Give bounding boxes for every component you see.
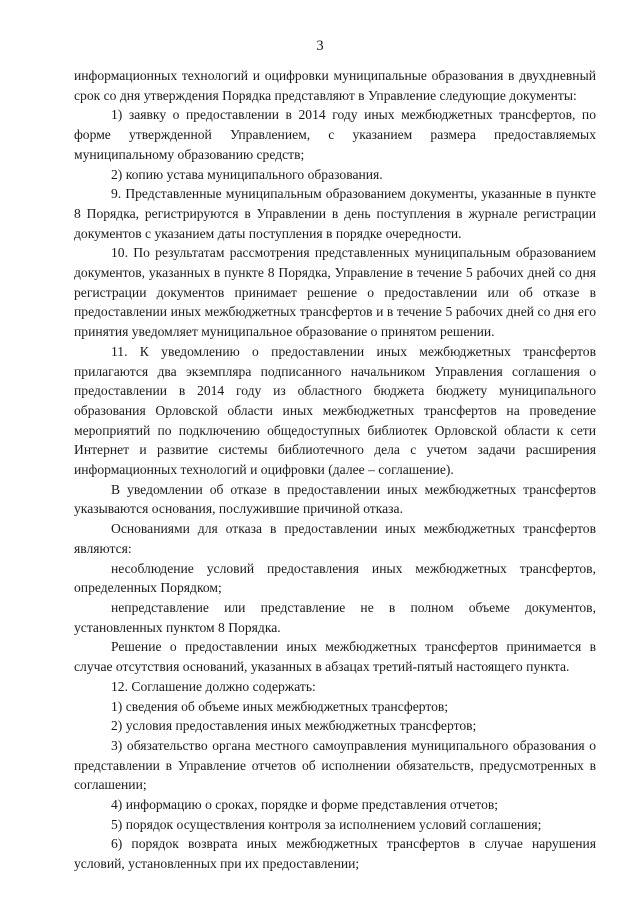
paragraph: информационных технологий и оцифровки муниципальные образования в двухдневный срок со дня утверждения Порядка представляют в Управление следующие документы: (74, 68, 596, 103)
paragraph: 3) обязательство органа местного самоуправления муниципального образования о представлении в Управление отчетов об исполнении обязательств, предусмотренных в соглашении; (74, 737, 596, 793)
paragraph: 9. Представленные муниципальным образованием документы, указанные в пункте 8 Порядка, регистрируются в Управлении в день поступления в журнале регистрации документов с указанием даты поступления в порядке очередности. (74, 186, 596, 241)
paragraph: 6) порядок возврата иных межбюджетных трансфертов в случае нарушения условий, установленных при их предоставлении; (74, 836, 596, 872)
paragraph: Решение о предоставлении иных межбюджетных трансфертов принимается в случае отсутствия оснований, указанных в абзацах третий-пятый настоящего пункта. (74, 639, 596, 675)
paragraph: 11. К уведомлению о предоставлении иных межбюджетных трансфертов прилагаются два экземпляра подписанного начальником Управления соглашения о предоставлении в 2014 году из областного бюджета бюджету муниципального образования Орловской области иных межбюджетных трансфертов на проведение мероприятий по подключению общедоступных библиотек Орловской области к сети Интернет и развитие системы библиотечного дела с учетом задачи расширения информационных технологий и оцифровки (далее – соглашение). (74, 343, 596, 478)
paragraph: 2) условия предоставления иных межбюджетных трансфертов; (111, 718, 477, 734)
paragraph: Основаниями для отказа в предоставлении иных межбюджетных трансфертов являются: (74, 521, 596, 556)
paragraph: несоблюдение условий предоставления иных межбюджетных трансфертов, определенных Порядком; (74, 560, 596, 596)
page-number: 3 (316, 38, 324, 54)
paragraph: 1) сведения об объеме иных межбюджетных трансфертов; (111, 698, 449, 714)
paragraph: непредставление или представление не в полном объеме документов, установленных пунктом 8 Порядка. (74, 599, 596, 635)
paragraph: 2) копию устава муниципального образования. (111, 166, 383, 182)
paragraph: В уведомлении об отказе в предоставлении иных межбюджетных трансфертов указываются основания, послужившие причиной отказа. (74, 481, 596, 517)
paragraph: 10. По результатам рассмотрения представленных муниципальным образованием документов, указанных в пункте 8 Порядка, Управление в течение 5 рабочих дней со дня регистрации документов принимает решение о предоставлении или об отказе в предоставлении иных межбюджетных трансфертов и в течение 5 рабочих дней со дня его принятия уведомляет муниципальное образование о принятом решении. (74, 245, 596, 340)
paragraph: 4) информацию о сроках, порядке и форме представления отчетов; (111, 797, 499, 813)
document-body (74, 66, 596, 874)
paragraph: 5) порядок осуществления контроля за исполнением условий соглашения; (111, 816, 542, 832)
paragraph: 1) заявку о предоставлении в 2014 году иных межбюджетных трансфертов, по форме утвержденной Управлением, с указанием размера предоставляемых муниципальному образованию средств; (74, 107, 596, 162)
paragraph: 12. Соглашение должно содержать: (111, 678, 316, 694)
